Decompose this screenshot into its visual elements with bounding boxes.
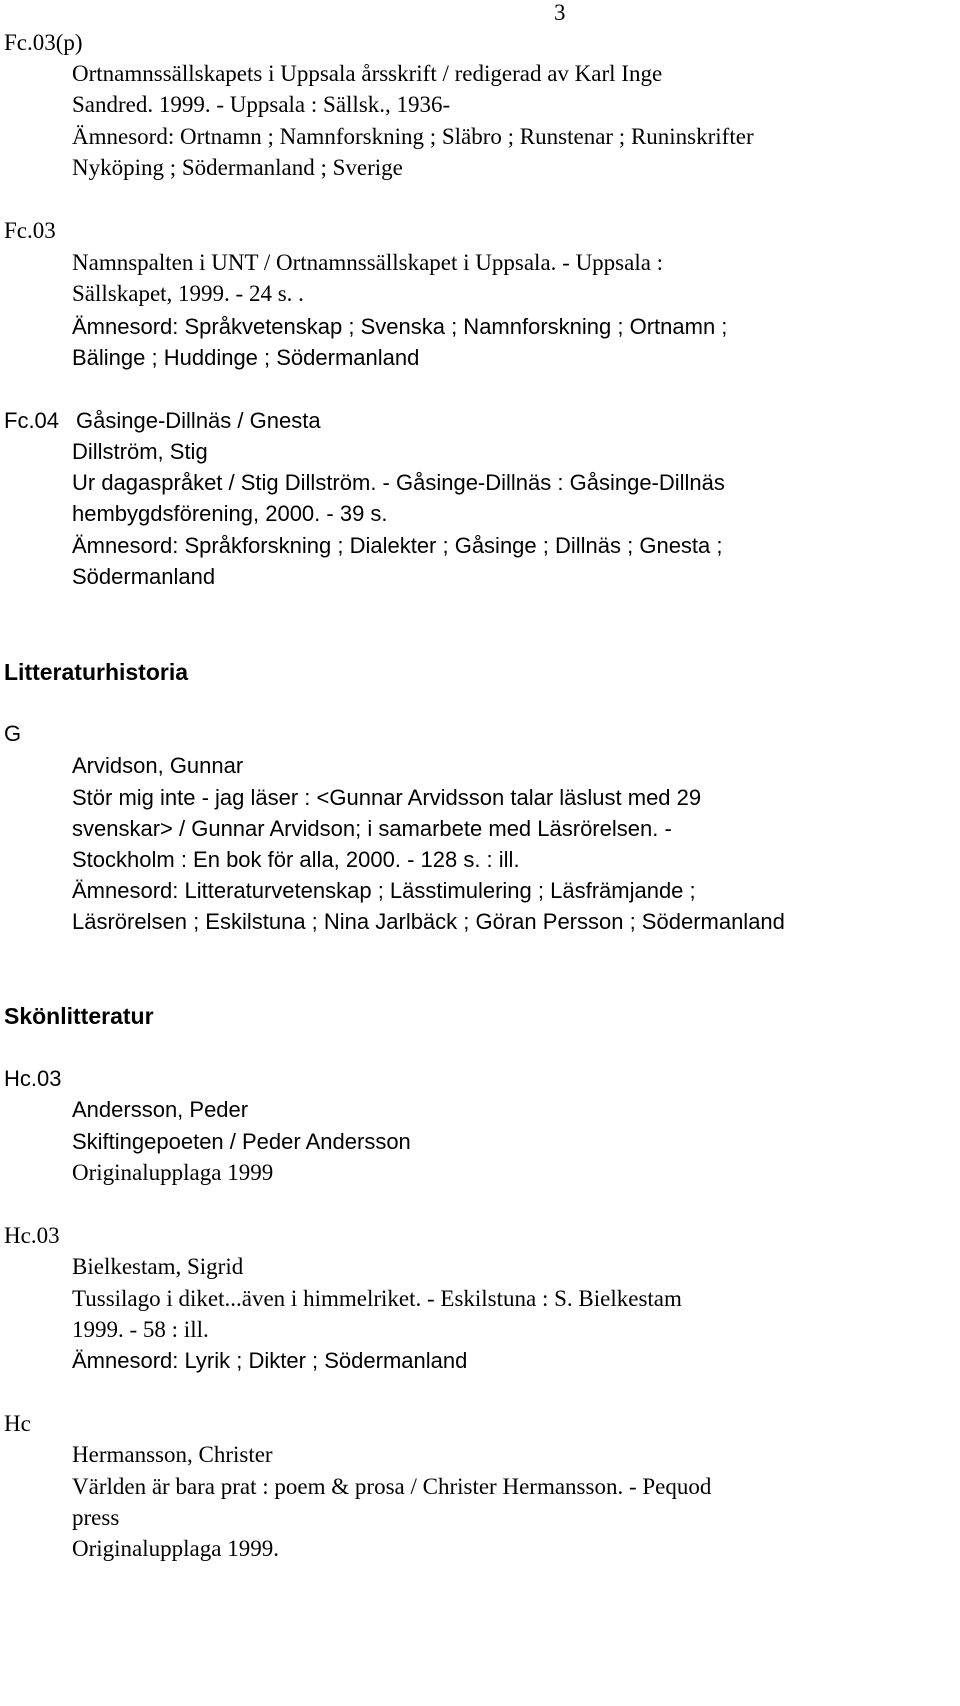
entry-line: 1999. - 58 : ill. [72, 1317, 209, 1342]
entry-line: Dillström, Stig [72, 439, 208, 464]
entry-code: Hc.03 [4, 1066, 62, 1091]
entry-code: Fc.03(p) [4, 30, 83, 55]
entry-line: Namnspalten i UNT / Ortnamnssällskapet i Uppsala. - Uppsala : [72, 250, 664, 275]
entry-line: Skiftingepoeten / Peder Andersson [72, 1129, 411, 1154]
entry-line: Ämnesord: Lyrik ; Dikter ; Södermanland [72, 1348, 468, 1373]
entry-line: Hermansson, Christer [72, 1442, 273, 1467]
entry-line: Sällskapet, 1999. - 24 s. . [72, 281, 304, 306]
entry-code: Hc [4, 1411, 31, 1436]
entry-line: press [72, 1505, 120, 1530]
entry-line: Stör mig inte - jag läser : <Gunnar Arvidsson talar läslust med 29 [72, 785, 702, 810]
entry-line: Ämnesord: Litteraturvetenskap ; Lässtimulering ; Läsfrämjande ; [72, 878, 696, 903]
entry-line: Originalupplaga 1999 [72, 1160, 274, 1185]
entry-line: Bälinge ; Huddinge ; Södermanland [72, 345, 420, 370]
entry-code: Fc.04 [4, 408, 60, 433]
entry-line: Läsrörelsen ; Eskilstuna ; Nina Jarlbäck ; Göran Persson ; Södermanland [72, 909, 785, 934]
entry-line: Andersson, Peder [72, 1097, 249, 1122]
entry-line: Ortnamnssällskapets i Uppsala årsskrift / redigerad av Karl Inge [72, 61, 663, 86]
entry-line: Ämnesord: Språkvetenskap ; Svenska ; Namnforskning ; Ortnamn ; [72, 314, 728, 339]
entry-code: Hc.03 [4, 1223, 60, 1248]
entry-line: Ur dagaspråket / Stig Dillström. - Gåsinge-Dillnäs : Gåsinge-Dillnäs [72, 470, 725, 495]
entry-title-line: Gåsinge-Dillnäs / Gnesta [76, 408, 321, 433]
entry-code: Fc.03 [4, 218, 56, 243]
entry-line: Världen är bara prat : poem & prosa / Christer Hermansson. - Pequod [72, 1474, 712, 1499]
section-heading: Skönlitteratur [4, 1003, 154, 1029]
entry-line: Originalupplaga 1999. [72, 1536, 279, 1561]
entry-line: hembygdsförening, 2000. - 39 s. [72, 501, 388, 526]
entry-line: Stockholm : En bok för alla, 2000. - 128 s. : ill. [72, 847, 520, 872]
entry-line: Södermanland [72, 564, 216, 589]
section-heading: Litteraturhistoria [4, 659, 189, 685]
entry-line: Bielkestam, Sigrid [72, 1254, 244, 1279]
entry-line: Ämnesord: Språkforskning ; Dialekter ; Gåsinge ; Dillnäs ; Gnesta ; [72, 533, 723, 558]
entry-line: Sandred. 1999. - Uppsala : Sällsk., 1936- [72, 92, 451, 117]
entry-line: svenskar> / Gunnar Arvidson; i samarbete med Läsrörelsen. - [72, 816, 672, 841]
entry-line: Tussilago i diket...även i himmelriket. - Eskilstuna : S. Bielkestam [72, 1286, 682, 1311]
entry-line: Nyköping ; Södermanland ; Sverige [72, 155, 403, 180]
entry-line: Ämnesord: Ortnamn ; Namnforskning ; Släbro ; Runstenar ; Runinskrifter [72, 124, 754, 149]
entry-line: Arvidson, Gunnar [72, 753, 244, 778]
page-number: 3 [554, 0, 566, 25]
entry-code: G [4, 721, 22, 746]
